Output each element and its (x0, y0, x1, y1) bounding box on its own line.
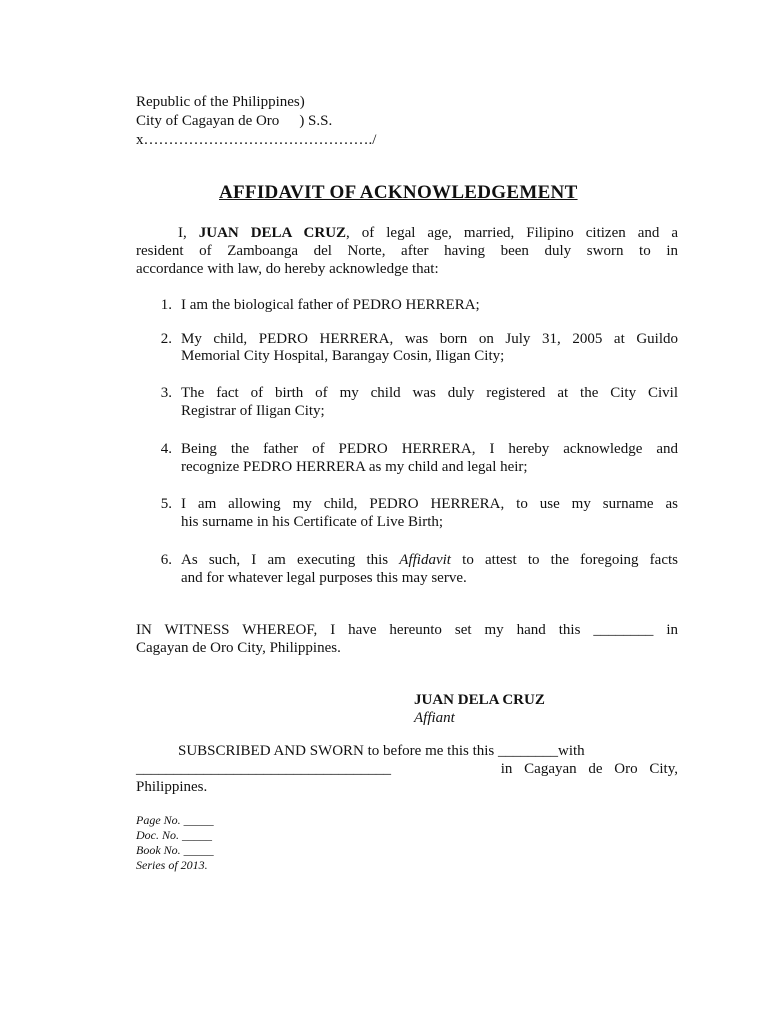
witness-line-1: IN WITNESS WHEREOF, I have hereunto set my hand this ________ in (136, 622, 678, 638)
notarial-series: Series of 2013. (136, 858, 208, 872)
item-3-line-2: Registrar of Iligan City; (181, 403, 325, 419)
venue-city: City of Cagayan de Oro (136, 113, 280, 129)
affiant-label: Affiant (414, 710, 455, 726)
venue-line-republic: Republic of the Philippines) (136, 94, 305, 110)
document-title: AFFIDAVIT OF ACKNOWLEDGEMENT (219, 182, 578, 203)
venue-line-city (136, 113, 332, 130)
affiant-name-intro: JUAN DELA CRUZ (198, 225, 347, 241)
jurat-line-2 (136, 761, 678, 778)
item-number: 4. (160, 441, 172, 457)
item-5-line-2: his surname in his Certificate of Live Birth; (181, 514, 444, 530)
notarial-page-no: Page No. _____ (136, 813, 214, 827)
jurat-line-1: SUBSCRIBED AND SWORN to before me this this ________with (178, 743, 585, 759)
affiant-signature-name: JUAN DELA CRUZ (414, 692, 545, 708)
item-2-line-2: Memorial City Hospital, Barangay Cosin, Iligan City; (181, 348, 505, 364)
item-6-pre: As such, I am executing this (181, 552, 400, 568)
item-5-line-1: I am allowing my child, PEDRO HERRERA, to use my surname as (181, 496, 678, 512)
item-1-line-1: I am the biological father of PEDRO HERRERA; (181, 297, 480, 313)
item-4-line-1: Being the father of PEDRO HERRERA, I hereby acknowledge and (181, 441, 678, 457)
item-6-line-1 (181, 552, 678, 569)
jurat-location: in Cagayan de Oro City, (500, 761, 678, 777)
venue-ss: ) S.S. (299, 113, 333, 129)
intro-line-3: accordance with law, do hereby acknowledge that: (136, 261, 439, 277)
item-4-line-2: recognize PEDRO HERRERA as my child and legal heir; (181, 459, 528, 475)
notarial-doc-no: Doc. No. _____ (136, 828, 212, 842)
notarial-book-no: Book No. _____ (136, 843, 214, 857)
jurat-line-3: Philippines. (136, 779, 208, 795)
item-number: 5. (160, 496, 172, 512)
item-3-line-1: The fact of birth of my child was duly registered at the City Civil (181, 385, 678, 401)
intro-line1-rest: , of legal age, married, Filipino citizen and a (346, 225, 679, 241)
intro-line-2: resident of Zamboanga del Norte, after having been duly sworn to in (136, 243, 678, 259)
item-6-post: to attest to the foregoing facts (450, 552, 678, 568)
witness-line-2: Cagayan de Oro City, Philippines. (136, 640, 341, 656)
item-number: 2. (160, 331, 172, 347)
affidavit-word: Affidavit (399, 552, 451, 568)
venue-line-x: x………………………………………./ (136, 132, 377, 148)
jurat-blank: __________________________________ (136, 761, 391, 777)
item-2-line-1: My child, PEDRO HERRERA, was born on July 31, 2005 at Guildo (181, 331, 678, 347)
item-6-line-2: and for whatever legal purposes this may serve. (181, 570, 467, 586)
intro-pre: I, (178, 225, 199, 241)
intro-line-1 (136, 225, 678, 242)
item-number: 6. (160, 552, 172, 568)
item-number: 1. (160, 297, 172, 313)
item-number: 3. (160, 385, 172, 401)
